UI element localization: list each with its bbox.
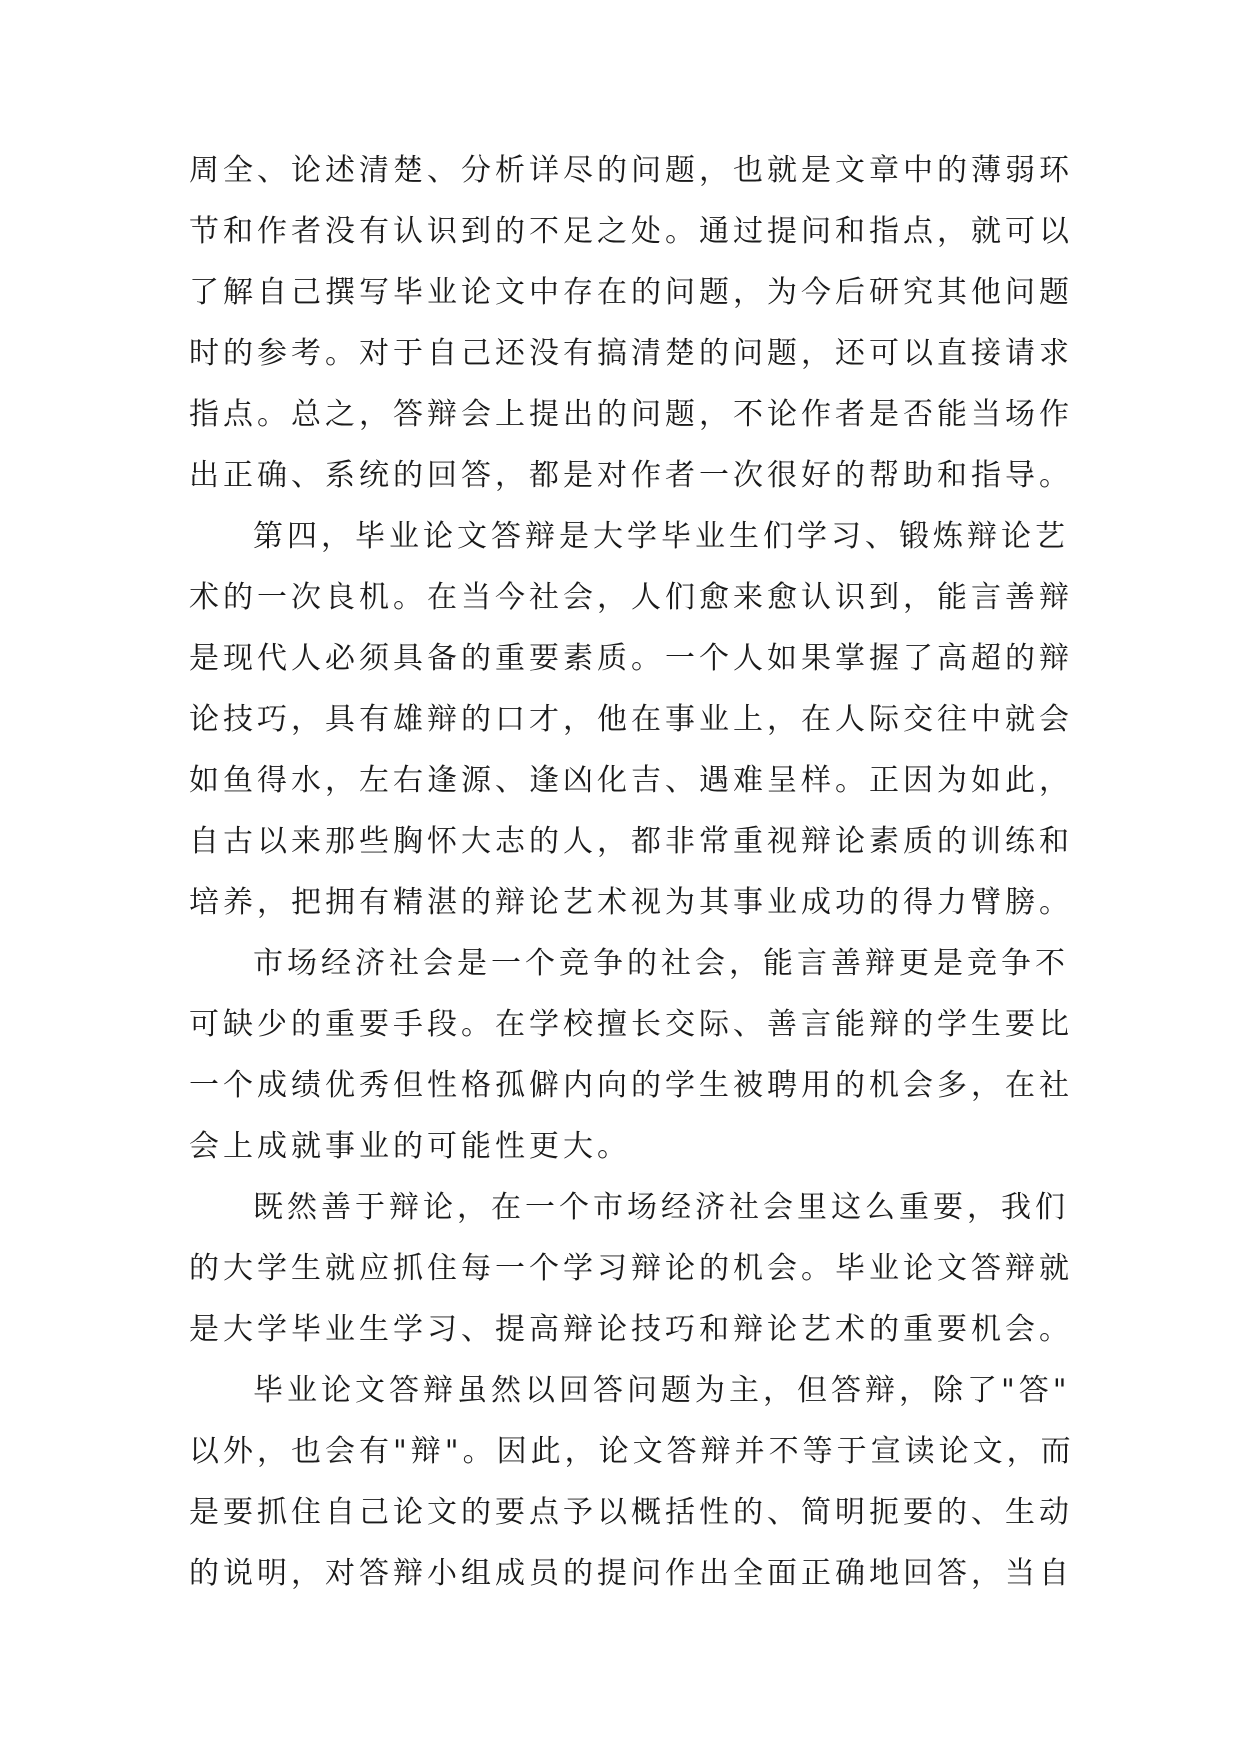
text-line: 术的一次良机。在当今社会，人们愈来愈认识到，能言善辩 <box>189 580 1073 615</box>
text-line: 指点。总之，答辩会上提出的问题，不论作者是否能当场作 <box>189 397 1073 432</box>
text-line: 节和作者没有认识到的不足之处。通过提问和指点，就可以 <box>189 214 1073 249</box>
text-line: 出正确、系统的回答，都是对作者一次很好的帮助和指导。 <box>189 458 1073 493</box>
text-line: 了解自己撰写毕业论文中存在的问题，为今后研究其他问题 <box>189 275 1073 310</box>
text-line: 是大学毕业生学习、提高辩论技巧和辩论艺术的重要机会。 <box>189 1312 1073 1347</box>
text-line: 时的参考。对于自己还没有搞清楚的问题，还可以直接请求 <box>189 336 1073 371</box>
text-line: 可缺少的重要手段。在学校擅长交际、善言能辩的学生要比 <box>189 1007 1073 1042</box>
paragraph-start-line: 毕业论文答辩虽然以回答问题为主，但答辩，除了"答" <box>253 1373 1071 1408</box>
text-line: 是要抓住自己论文的要点予以概括性的、简明扼要的、生动 <box>189 1495 1073 1530</box>
body-text <box>189 140 1075 1604</box>
paragraph-start-line: 市场经济社会是一个竞争的社会，能言善辩更是竞争不 <box>253 946 1069 981</box>
text-line: 周全、论述清楚、分析详尽的问题，也就是文章中的薄弱环 <box>189 153 1073 188</box>
text-line: 自古以来那些胸怀大志的人，都非常重视辩论素质的训练和 <box>189 824 1073 859</box>
text-line: 会上成就事业的可能性更大。 <box>189 1129 631 1164</box>
text-line: 论技巧，具有雄辩的口才，他在事业上，在人际交往中就会 <box>189 702 1073 737</box>
text-line: 的说明，对答辩小组成员的提问作出全面正确地回答，当自 <box>189 1556 1073 1591</box>
text-line: 是现代人必须具备的重要素质。一个人如果掌握了高超的辩 <box>189 641 1073 676</box>
text-line: 培养，把拥有精湛的辩论艺术视为其事业成功的得力臂膀。 <box>189 885 1073 920</box>
paragraph-start-line: 第四，毕业论文答辩是大学毕业生们学习、锻炼辩论艺 <box>253 519 1069 554</box>
paragraph-start-line: 既然善于辩论，在一个市场经济社会里这么重要，我们 <box>253 1190 1069 1225</box>
text-line: 以外，也会有"辩"。因此，论文答辩并不等于宣读论文，而 <box>189 1434 1075 1469</box>
text-line: 如鱼得水，左右逢源、逢凶化吉、遇难呈样。正因为如此， <box>189 763 1073 798</box>
text-line: 的大学生就应抓住每一个学习辩论的机会。毕业论文答辩就 <box>189 1251 1073 1286</box>
text-line: 一个成绩优秀但性格孤僻内向的学生被聘用的机会多，在社 <box>189 1068 1073 1103</box>
